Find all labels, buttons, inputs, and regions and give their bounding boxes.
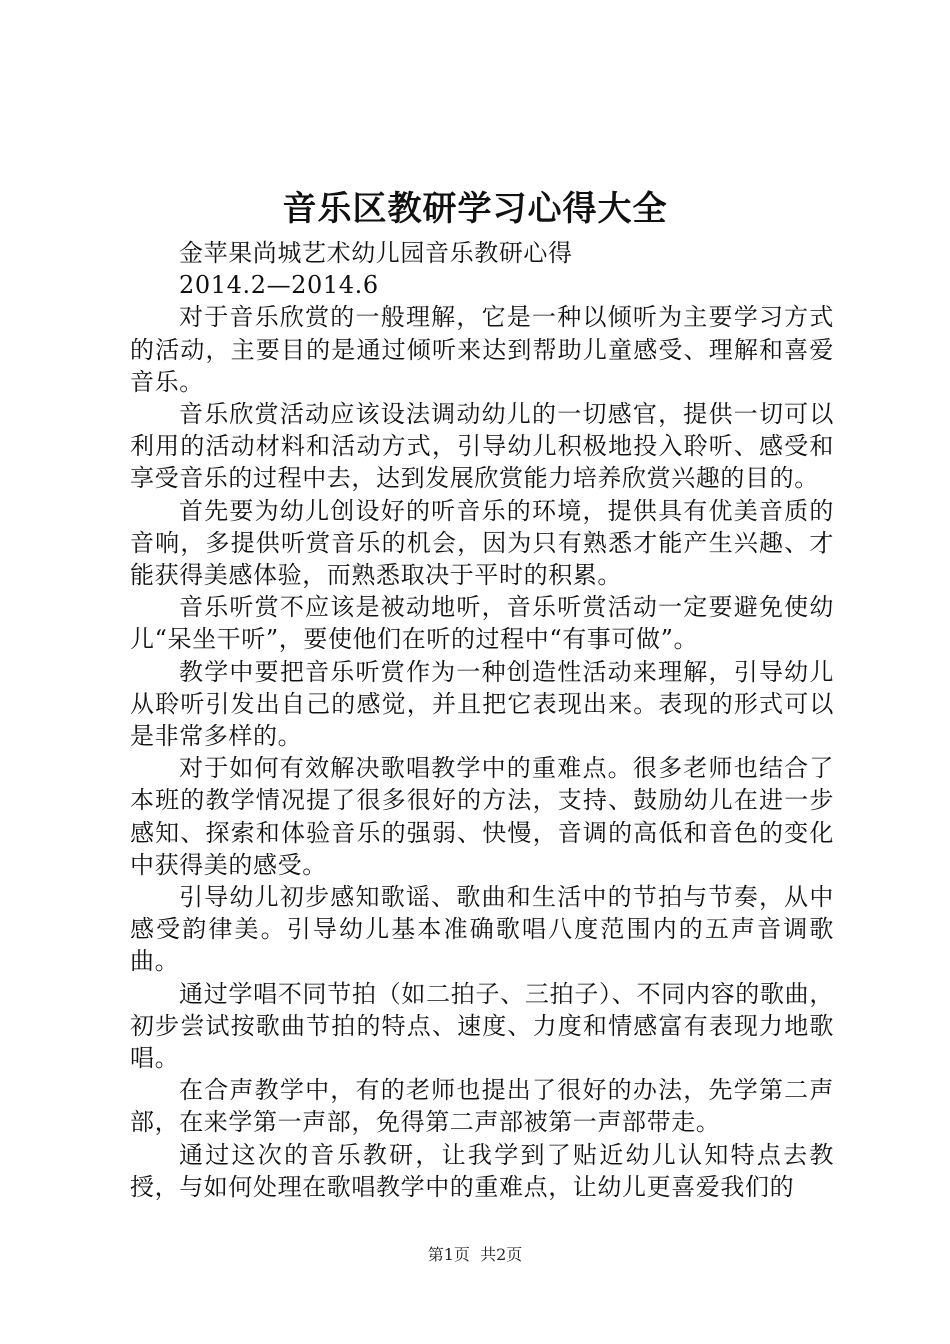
paragraph: 通过这次的音乐教研，让我学到了贴近幼儿认知特点去教授，与如何处理在歌唱教学中的重难点，让幼儿更喜爱我们的 [130,1140,834,1201]
page-number: 第1页 [427,1245,470,1264]
paragraph: 教学中要把音乐听赏作为一种创造性活动来理解，引导幼儿从聆听引发出自己的感觉，并且把它表现出来。表现的形式可以是非常多样的。 [130,657,834,751]
page-total: 共2页 [480,1245,523,1264]
paragraph: 引导幼儿初步感知歌谣、歌曲和生活中的节拍与节奏，从中感受韵律美。引导幼儿基本准确歌唱八度范围内的五声音调歌曲。 [130,883,834,976]
paragraph: 音乐欣赏活动应该设法调动幼儿的一切感官，提供一切可以利用的活动材料和活动方式，引导幼儿积极地投入聆听、感受和享受音乐的过程中去，达到发展欣赏能力培养欣赏兴趣的目的。 [130,400,834,493]
paragraph-subtitle: 金苹果尚城艺术幼儿园音乐教研心得 [179,239,573,267]
paragraph: 音乐听赏不应该是被动地听，音乐听赏活动一定要避免使幼儿“呆坐干听”，要使他们在听的过程中“有事可做”。 [130,593,834,654]
paragraph: 对于如何有效解决歌唱教学中的重难点。很多老师也结合了本班的教学情况提了很多很好的方法，支持、鼓励幼儿在进一步感知、探索和体验音乐的强弱、快慢，音调的高低和音色的变化中获得美的感受。 [130,754,834,879]
paragraph: 通过学唱不同节拍（如二拍子、三拍子）、不同内容的歌曲，初步尝试按歌曲节拍的特点、速度、力度和情感富有表现力地歌唱。 [130,979,834,1073]
document-body [130,237,834,1203]
paragraph-date-range: 2014.2—2014.6 [179,271,379,300]
paragraph: 在合声教学中，有的老师也提出了很好的办法，先学第二声部，在来学第一声部，免得第二声部被第一声部带走。 [130,1076,834,1137]
paragraph: 首先要为幼儿创设好的听音乐的环境，提供具有优美音质的音响，多提供听赏音乐的机会，因为只有熟悉才能产生兴趣、才能获得美感体验，而熟悉取决于平时的积累。 [130,496,834,590]
page-footer [0,1245,950,1265]
paragraph: 对于音乐欣赏的一般理解，它是一种以倾听为主要学习方式的活动，主要目的是通过倾听来达到帮助儿童感受、理解和喜爱音乐。 [130,303,834,396]
document-title: 音乐区教研学习心得大全 [282,189,668,229]
